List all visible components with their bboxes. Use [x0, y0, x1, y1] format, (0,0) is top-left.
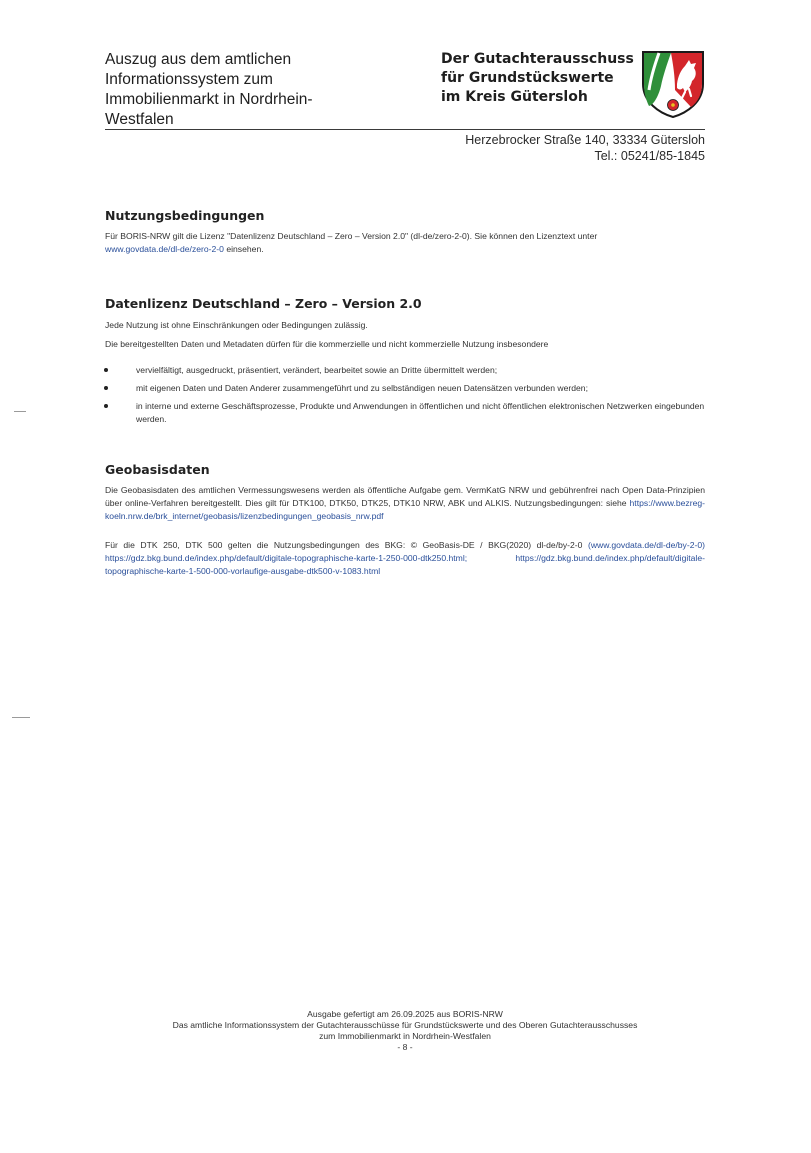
- title-line: Immobilienmarkt in Nordrhein-: [105, 91, 313, 108]
- scan-artifact: [12, 717, 30, 718]
- title-line: Westfalen: [105, 111, 174, 128]
- bkg-dtk500-link[interactable]: https://gdz.bkg.bund.de/index.php/default/digitale-topographische-karte-1-500-000-vorlaufige-ausgabe-dtk500-v-1083.html: [105, 553, 705, 576]
- govdata-by-link[interactable]: (www.govdata.de/dl-de/by-2-0): [587, 540, 705, 550]
- document-title: [105, 50, 345, 130]
- nutzung-text-end: einsehen.: [223, 244, 264, 254]
- bezreg-license-link[interactable]: https://www.bezreg-koeln.nrw.de/brk_internet/geobasis/lizenzbedingungen_geobasis_nrw.pdf: [105, 498, 705, 521]
- address-line: Herzebrocker Straße 140, 33334 Gütersloh: [465, 133, 705, 147]
- govdata-zero-link[interactable]: www.govdata.de/dl-de/zero-2-0: [105, 244, 224, 254]
- lizenz-bullet-list: [104, 364, 706, 431]
- phone-line: Tel.: 05241/85-1845: [594, 149, 705, 163]
- list-item: [104, 382, 706, 395]
- bullet-text: vervielfältigt, ausgedruckt, präsentiert, verändert, bearbeitet sowie an Dritte übermittelt werden;: [136, 365, 498, 375]
- bullet-icon: [104, 386, 108, 390]
- bullet-text: in interne und externe Geschäftsprozesse, Produkte und Anwendungen in öffentlichen und nicht öffentlichen elektronischen Netzwerken eingebunden werden.: [136, 401, 705, 424]
- list-item: [104, 364, 706, 377]
- org-line: im Kreis Gütersloh: [441, 89, 588, 105]
- bullet-text: mit eigenen Daten und Daten Anderer zusammengeführt und zu selbständigen neuen Datensätzen verbunden werden;: [136, 383, 588, 393]
- bullet-icon: [104, 404, 108, 408]
- section-title-geobasisdaten: Geobasisdaten: [105, 462, 210, 477]
- org-line: Der Gutachterausschuss: [441, 51, 634, 67]
- footer-line: Das amtliche Informationssystem der Gutachterausschüsse für Grundstückswerte und des Oberen Gutachterausschusses: [172, 1020, 638, 1030]
- nutzung-paragraph: [105, 230, 705, 256]
- scan-artifact: [14, 411, 26, 412]
- bkg-dtk250-link[interactable]: https://gdz.bkg.bund.de/index.php/default/digitale-topographische-karte-1-250-000-dtk250.html;: [105, 553, 468, 563]
- lizenz-line-1: Jede Nutzung ist ohne Einschränkungen oder Bedingungen zulässig.: [105, 320, 368, 330]
- page-footer: [105, 1009, 705, 1053]
- list-item: [104, 400, 706, 426]
- page-number: - 8 -: [397, 1042, 413, 1052]
- footer-line: Ausgabe gefertigt am 26.09.2025 aus BORIS-NRW: [307, 1009, 503, 1019]
- title-line: Auszug aus dem amtlichen: [105, 51, 292, 68]
- bullet-icon: [104, 368, 108, 372]
- geo-text-2: Für die DTK 250, DTK 500 gelten die Nutzungsbedingungen des BKG: © GeoBasis-DE / BKG(2020) dl-de/by-2-0: [105, 540, 588, 550]
- section-title-datenlizenz: Datenlizenz Deutschland – Zero – Version 2.0: [105, 296, 422, 311]
- lizenz-line-2: Die bereitgestellten Daten und Metadaten dürfen für die kommerzielle und nicht kommerzielle Nutzung insbesondere: [105, 339, 549, 349]
- header-divider: [105, 129, 705, 130]
- nrw-coat-of-arms-icon: [641, 50, 705, 118]
- nutzung-text: Für BORIS-NRW gilt die Lizenz "Datenlizenz Deutschland – Zero – Version 2.0" (dl-de/zero-2-0). Sie können den Lizenztext unter: [105, 231, 598, 241]
- org-line: für Grundstückswerte: [441, 70, 614, 86]
- organization-name: [441, 50, 634, 107]
- title-line: Informationssystem zum: [105, 71, 273, 88]
- footer-line: zum Immobilienmarkt in Nordrhein-Westfalen: [319, 1031, 491, 1041]
- geo-paragraph-1: [105, 484, 705, 523]
- geo-paragraph-2: [105, 539, 705, 578]
- contact-address: [465, 132, 705, 164]
- geo-text-1: Die Geobasisdaten des amtlichen Vermessungswesens werden als öffentliche Aufgabe gem. VermKatG NRW und gebührenfrei nach Open Data-Prinzipien über online-Verfahren bereitgestellt. Dies gilt für DTK100, DTK50, DTK25, DTK10 NRW, ABK und ALKIS. Nutzungsbedingungen: siehe: [105, 485, 705, 508]
- section-title-nutzungsbedingungen: Nutzungsbedingungen: [105, 208, 265, 223]
